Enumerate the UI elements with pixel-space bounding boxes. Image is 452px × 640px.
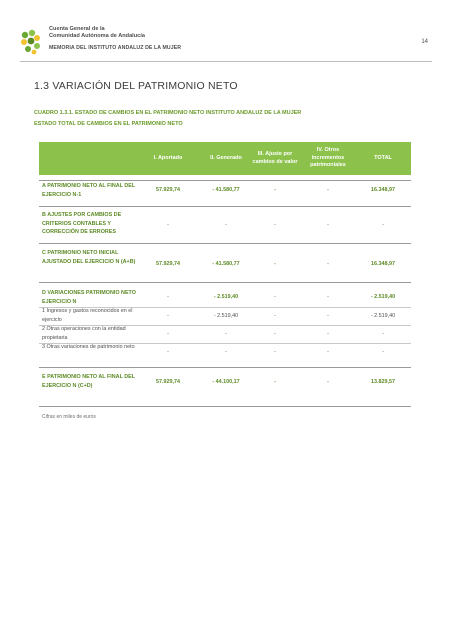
row-b-aportado: - — [167, 222, 169, 228]
row-divider — [39, 367, 411, 368]
row-label-c: C PATRIMONIO NETO INICIAL AJUSTADO DEL EJERCICIO N (A+B) — [42, 250, 136, 265]
row-d1-aportado: - — [167, 313, 169, 319]
header-title-line2: Comunidad Autónoma de Andalucía — [49, 33, 145, 39]
row-d-aportado: - — [167, 294, 169, 300]
row-a-otros: - — [327, 187, 329, 193]
row-d3-total: - — [382, 349, 384, 355]
row-d3-otros: - — [327, 349, 329, 355]
row-d1-otros: - — [327, 313, 329, 319]
row-d-ajuste: - — [274, 294, 276, 300]
row-c-ajuste: - — [274, 261, 276, 267]
row-d3-generado: - — [225, 349, 227, 355]
row-a-total: 16.348,97 — [371, 187, 395, 193]
row-d1-generado: - 2.519,40 — [213, 313, 239, 319]
row-c-generado: - 41.580,77 — [212, 261, 240, 267]
page-number: 14 — [421, 39, 428, 45]
row-b-generado: - — [225, 222, 227, 228]
row-d-otros: - — [327, 294, 329, 300]
col-header-otros: IV. Otros incrementos patrimoniales — [310, 147, 346, 169]
col-header-generado: II. Generado — [210, 154, 242, 161]
row-label-a: A PATRIMONIO NETO AL FINAL DEL EJERCICIO N-1 — [42, 183, 136, 198]
row-d2-ajuste: - — [274, 331, 276, 337]
table-caption-line2: ESTADO TOTAL DE CAMBIOS EN EL PATRIMONIO NETO — [34, 120, 183, 127]
table-caption-line1: CUADRO 1.3.1. ESTADO DE CAMBIOS EN EL PATRIMONIO NETO INSTITUTO ANDALUZ DE LA MUJER — [34, 110, 302, 116]
row-label-b: B AJUSTES POR CAMBIOS DE CRITERIOS CONTABLES Y CORRECCIÓN DE ERRORES — [42, 212, 122, 236]
row-divider — [39, 206, 411, 207]
col-header-aportado: I. Aportado — [153, 154, 183, 161]
row-c-otros: - — [327, 261, 329, 267]
row-d3-ajuste: - — [274, 349, 276, 355]
row-b-otros: - — [327, 222, 329, 228]
row-divider — [39, 243, 411, 244]
row-divider — [39, 180, 411, 181]
row-label-e: E PATRIMONIO NETO AL FINAL DEL EJERCICIO N (C+D) — [42, 374, 135, 389]
row-d1-ajuste: - — [274, 313, 276, 319]
row-e-aportado: 57.929,74 — [156, 379, 180, 385]
row-d2-otros: - — [327, 331, 329, 337]
row-label-d2: 2 Otras operaciones con la entidad propietaria — [42, 326, 126, 341]
row-a-ajuste: - — [274, 187, 276, 193]
row-label-d3: 3 Otras variaciones de patrimonio neto — [42, 344, 135, 350]
row-d3-aportado: - — [167, 349, 169, 355]
row-a-aportado: 57.929,74 — [156, 187, 180, 193]
row-e-ajuste: - — [274, 379, 276, 385]
header-subtitle: MEMORIA DEL INSTITUTO ANDALUZ DE LA MUJER — [49, 45, 182, 51]
header-title-line1: Cuenta General de la — [49, 26, 105, 32]
row-d-total: - 2.519,40 — [370, 294, 396, 300]
row-e-otros: - — [327, 379, 329, 385]
col-header-ajuste: III. Ajuste por cambios de valor — [252, 151, 298, 165]
row-divider — [39, 406, 411, 407]
table-caption — [34, 108, 414, 129]
row-c-total: 16.348,97 — [371, 261, 395, 267]
row-label-d1: 1 Ingresos y gastos reconocidos en el ejercicio — [42, 308, 133, 323]
col-header-total: TOTAL — [374, 154, 392, 161]
row-d2-generado: - — [225, 331, 227, 337]
header-divider — [20, 61, 432, 62]
row-b-ajuste: - — [274, 222, 276, 228]
footnote: Cifras en miles de euros — [42, 414, 96, 420]
row-divider — [39, 282, 411, 283]
row-label-d: D VARIACIONES PATRIMONIO NETO EJERCICIO N — [42, 290, 136, 305]
row-d2-total: - — [382, 331, 384, 337]
row-d-generado: - 2.519,40 — [213, 294, 239, 300]
row-e-generado: - 44.100,17 — [212, 379, 240, 385]
row-d2-aportado: - — [167, 331, 169, 337]
junta-andalucia-logo-icon — [20, 29, 42, 55]
section-title: 1.3 VARIACIÓN DEL PATRIMONIO NETO — [34, 80, 238, 92]
row-a-generado: - 41.580,77 — [212, 187, 240, 193]
row-d1-total: - 2.519,40 — [370, 313, 396, 319]
row-e-total: 13.829,57 — [371, 379, 395, 385]
row-c-aportado: 57.929,74 — [156, 261, 180, 267]
row-b-total: - — [382, 222, 384, 228]
